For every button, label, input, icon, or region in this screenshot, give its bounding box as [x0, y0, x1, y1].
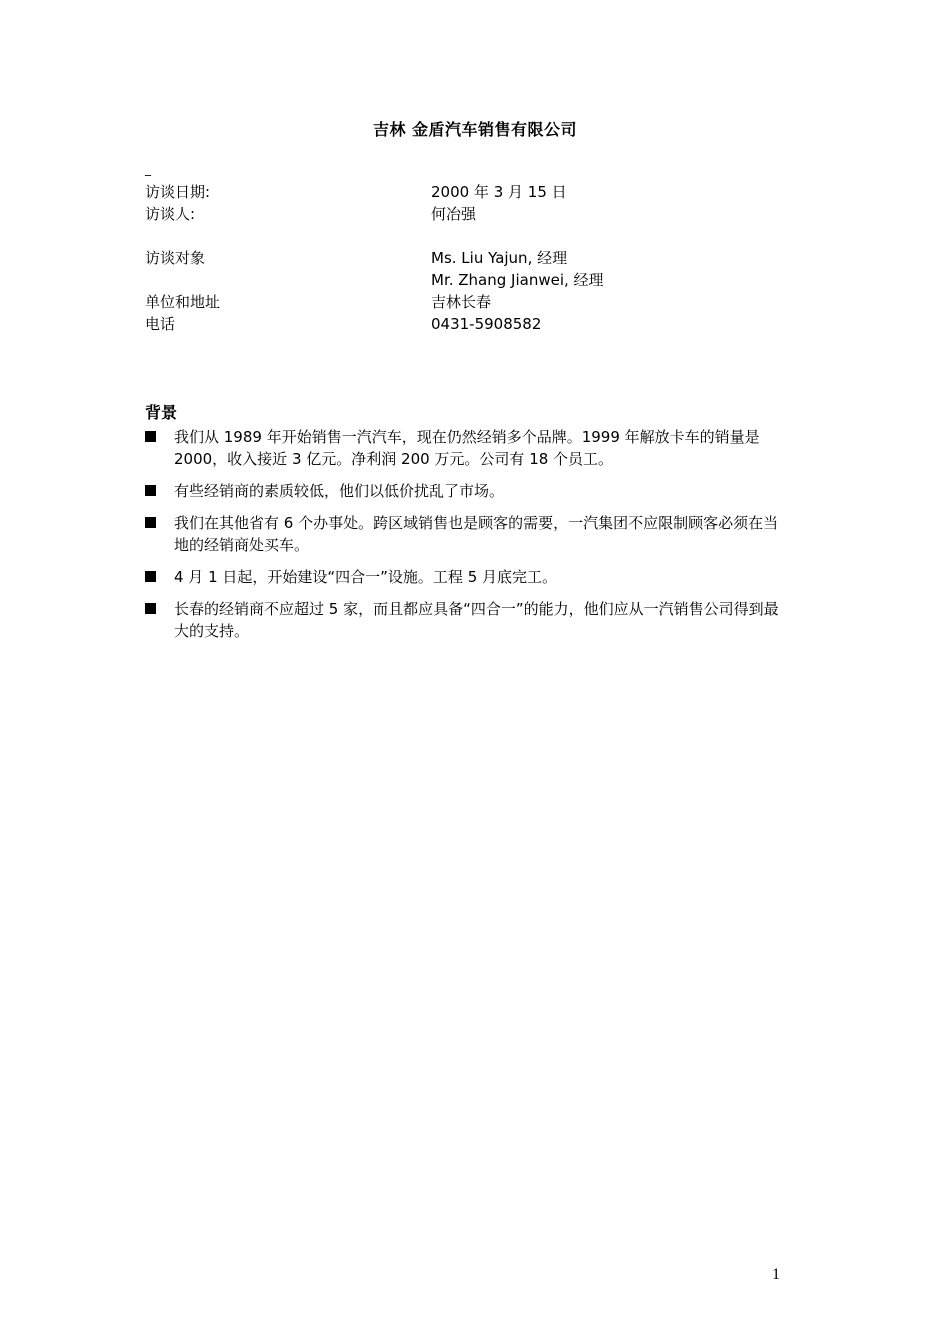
organization-label: 单位和地址	[145, 293, 221, 311]
list-item	[145, 598, 785, 642]
document-title: 吉林 金盾汽车销售有限公司	[372, 120, 578, 139]
page-number: 1	[772, 1266, 780, 1283]
small-mark: _	[145, 162, 151, 176]
bullet-text: 长春的经销商不应超过 5 家，而且都应具备“四合一”的能力，他们应从一汽销售公司得到最大的支持。	[174, 600, 779, 640]
square-bullet-icon	[145, 571, 156, 582]
list-item	[145, 480, 785, 502]
list-item	[145, 426, 785, 470]
phone-label: 电话	[145, 315, 176, 333]
background-heading: 背景	[145, 403, 178, 422]
bullet-text: 我们在其他省有 6 个办事处。跨区域销售也是顾客的需要，一汽集团不应限制顾客必须在当地的经销商处买车。	[174, 514, 779, 554]
interviewer-label: 访谈人:	[145, 205, 196, 223]
square-bullet-icon	[145, 431, 156, 442]
bullet-text: 我们从 1989 年开始销售一汽汽车，现在仍然经销多个品牌。1999 年解放卡车的销量是 2000，收入接近 3 亿元。净利润 200 万元。公司有 18 个员工。	[174, 428, 760, 468]
bullet-text: 4 月 1 日起，开始建设“四合一”设施。工程 5 月底完工。	[174, 568, 558, 586]
list-item	[145, 512, 785, 556]
interview-subject-label: 访谈对象	[145, 249, 206, 267]
interview-date-value: 2000 年 3 月 15 日	[431, 183, 567, 201]
interviewer-value: 何冶强	[431, 205, 477, 223]
square-bullet-icon	[145, 603, 156, 614]
phone-value: 0431-5908582	[431, 315, 542, 333]
interview-subject-value-2: Mr. Zhang Jianwei, 经理	[431, 271, 604, 289]
list-item	[145, 566, 785, 588]
bullet-text: 有些经销商的素质较低，他们以低价扰乱了市场。	[174, 482, 505, 500]
square-bullet-icon	[145, 517, 156, 528]
interview-subject-value-1: Ms. Liu Yajun, 经理	[431, 249, 568, 267]
organization-value: 吉林长春	[431, 293, 492, 311]
square-bullet-icon	[145, 485, 156, 496]
background-bullet-list	[145, 426, 785, 652]
interview-date-label: 访谈日期:	[145, 183, 211, 201]
